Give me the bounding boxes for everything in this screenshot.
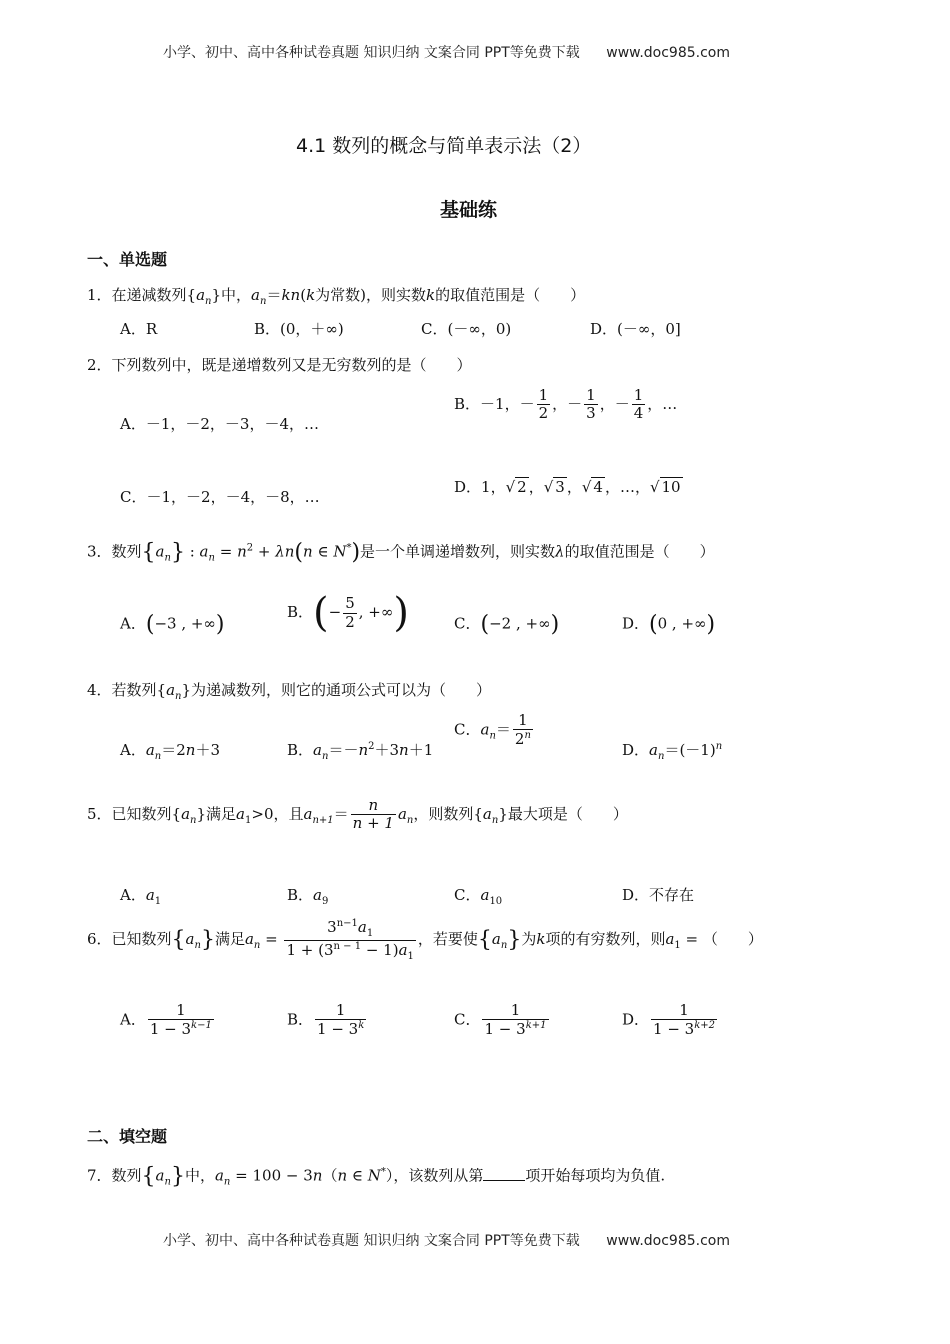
sqrt-symbol: √ 10: [649, 478, 681, 496]
q5-option-a[interactable]: A．$a_1$: [120, 886, 162, 907]
fraction: $\frac{5}{2}$: [345, 594, 355, 631]
question-3: 3．数列$\{a_n\}$ : $a_n = n^2 + \lambda n(n$ ∈ N*)是一个单调递增数列，则实数λ的取值范围是（ ）: [87, 540, 715, 565]
q6-option-a[interactable]: A． $\frac{1}{1 - 3^{k-1}}$: [120, 1001, 212, 1039]
question-7: 7．数列$\{a_n\}$中，$a_n = 100 - 3n(n$ ∈ N*），该数列从第 项开始每项均为负值.: [87, 1164, 666, 1189]
q5-option-c[interactable]: C．$a_{10}$: [454, 886, 503, 907]
question-1: 1．在递减数列$\{a_n\}$中，$a_n=kn(k$为常数)，则实数k的取值范围是（ ）: [87, 286, 586, 307]
fraction: $\frac{1}{1 - 3^{k-1}}$: [149, 1001, 212, 1039]
footer-site[interactable]: www.doc985.com: [606, 1233, 730, 1249]
q3-option-a[interactable]: A．(−3 , +∞): [120, 612, 225, 637]
section-heading-single-choice: 一、单选题: [87, 250, 168, 269]
q6-option-b[interactable]: B． $\frac{1}{1 - 3^k}$: [287, 1001, 365, 1039]
sqrt-symbol: √ 3: [543, 478, 565, 496]
q4-option-a[interactable]: A．$a_n=2n+3$: [120, 741, 221, 762]
fraction: $\frac{1}{4}$: [633, 386, 644, 423]
fraction: $\frac{1}{2}$: [538, 386, 549, 423]
sqrt-symbol: √ 4: [581, 478, 603, 496]
q3-option-b[interactable]: B．(− $\frac{5}{2}$ , +∞): [287, 590, 409, 636]
section-heading-fill-blank: 二、填空题: [87, 1127, 168, 1146]
answer-blank[interactable]: [483, 1166, 525, 1181]
page-footer: [163, 1230, 730, 1250]
header-site[interactable]: www.doc985.com: [606, 45, 730, 61]
q4-option-b[interactable]: B．$a_n=-n^2+3n+1$: [287, 741, 434, 762]
q2-option-c[interactable]: C．－1，－2，－4，－8，…: [120, 488, 320, 506]
q4-option-c[interactable]: C．$a_n=$ $\frac{1}{2^n}$: [454, 711, 531, 749]
q1-option-c[interactable]: C．(－∞，0): [421, 320, 512, 338]
question-5: 5．已知数列$\{a_n\}$满足$a_1>0$，且$a_{n+1}=$ $\frac{n}{n + 1}$ $a_n$，则数列$\{a_n\}$最大项是（ ）: [87, 796, 628, 833]
sqrt-symbol: √ 2: [505, 478, 527, 496]
fraction: $\frac{3^{n-1}a_1}{1 + (3^{n - 1} - 1)a_1}$: [286, 918, 414, 962]
q2-option-b[interactable]: B．－1，－ $\frac{1}{2}$ ，－ $\frac{1}{3}$ ，－ $\frac{1}{4}$ ，…: [454, 386, 678, 423]
question-6: 6．已知数列$\{a_n\}$满足$a_n$ = $\frac{3^{n-1}a_1}{1 + (3^{n - 1} - 1)a_1}$ ，若要使$\{a_n\}$为k项的有穷数列，则$a_1$ = （ ）: [87, 918, 763, 962]
question-4: 4．若数列$\{a_n\}$为递减数列，则它的通项公式可以为（ ）: [87, 681, 492, 702]
q4-option-d[interactable]: D．$a_n=(-1)^n$: [622, 741, 723, 762]
q3-option-c[interactable]: C．(−2 , +∞): [454, 612, 560, 637]
q2-option-a[interactable]: A．－1，－2，－3，－4，…: [120, 415, 320, 433]
fraction: $\frac{1}{1 - 3^{k+2}}$: [653, 1001, 716, 1039]
page-title: 4.1 数列的概念与简单表示法（2）: [296, 135, 592, 157]
fraction: $\frac{1}{1 - 3^k}$: [317, 1001, 365, 1039]
q1-option-d[interactable]: D．(－∞，0]: [590, 320, 681, 338]
question-2: 2．下列数列中，既是递增数列又是无穷数列的是（ ）: [87, 356, 472, 374]
q1-option-b[interactable]: B．(0，＋∞): [254, 320, 344, 338]
fraction: $\frac{n}{n + 1}$: [352, 796, 394, 833]
header-text: 小学、初中、高中各种试卷真题 知识归纳 文案合同 PPT等免费下载: [163, 45, 580, 61]
fraction: $\frac{1}{2^n}$: [514, 711, 531, 749]
q2-option-d[interactable]: D．1，√ 2 ，√ 3 ，√ 4 ，…，√ 10: [454, 478, 681, 496]
fraction: $\frac{1}{3}$: [586, 386, 596, 423]
q5-option-b[interactable]: B．$a_9$: [287, 886, 329, 907]
page-header: [163, 42, 730, 62]
page-subtitle: 基础练: [440, 199, 498, 221]
q1-option-a[interactable]: A．R: [120, 320, 158, 338]
q6-option-c[interactable]: C． $\frac{1}{1 - 3^{k+1}}$: [454, 1001, 547, 1039]
q5-option-d[interactable]: D．不存在: [622, 886, 695, 904]
q6-option-d[interactable]: D． $\frac{1}{1 - 3^{k+2}}$: [622, 1001, 716, 1039]
q3-option-d[interactable]: D．(0 , +∞): [622, 612, 716, 637]
footer-text: 小学、初中、高中各种试卷真题 知识归纳 文案合同 PPT等免费下载: [163, 1233, 580, 1249]
fraction: $\frac{1}{1 - 3^{k+1}}$: [484, 1001, 547, 1039]
